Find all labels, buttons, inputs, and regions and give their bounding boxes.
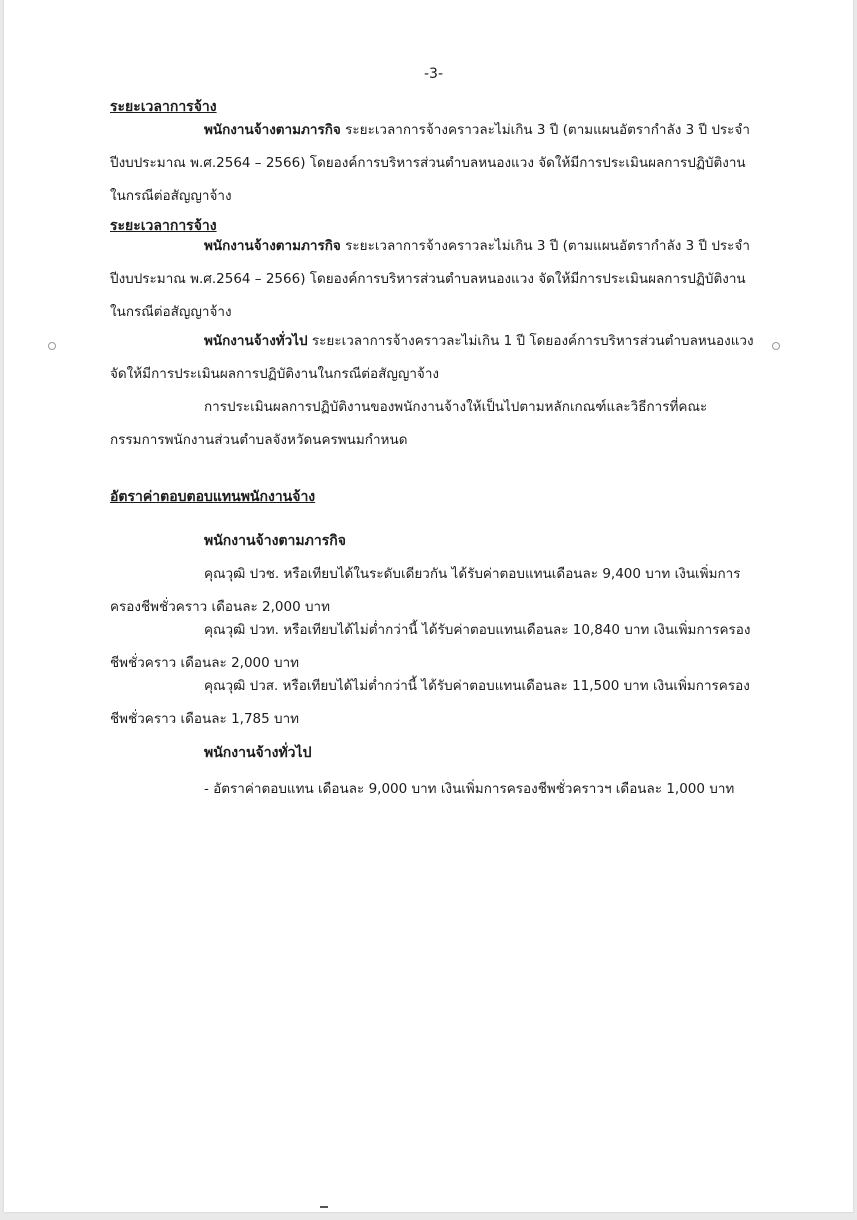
scan-speck-right [772, 342, 780, 350]
compensation-item: คุณวุฒิ ปวท. หรือเทียบได้ไม่ต่ำกว่านี้ ได้รับค่าตอบแทนเดือนละ 10,840 บาท เงินเพิ่มการครองชีพชั่วคราว เดือนละ 2,000 บาท [110, 622, 751, 671]
section-heading-compensation-rates: อัตราค่าตอบตอบแทนพนักงานจ้าง [110, 489, 316, 505]
mission-employment-period-paragraph-2 [110, 230, 758, 329]
paragraph-text: ระยะเวลาการจ้างคราวละไม่เกิน 3 ปี (ตามแผนอัตรากำลัง 3 ปี ประจำปีงบประมาณ พ.ศ.2564 – 2566) โดยองค์การบริหารส่วนตำบลหนองแวง จัดให้มีการประเมินผลการปฏิบัติงานในกรณีต่อสัญญาจ้าง [110, 122, 750, 204]
general-employment-period-paragraph [110, 325, 758, 391]
scan-speck-left [48, 342, 56, 350]
compensation-item: คุณวุฒิ ปวส. หรือเทียบได้ไม่ต่ำกว่านี้ ได้รับค่าตอบแทนเดือนละ 11,500 บาท เงินเพิ่มการครองชีพชั่วคราว เดือนละ 1,785 บาท [110, 678, 750, 727]
mission-employee-label: พนักงานจ้างตามภารกิจ [204, 122, 341, 138]
document-page [4, 0, 853, 1212]
general-compensation-item: - อัตราค่าตอบแทน เดือนละ 9,000 บาท เงินเพิ่มการครองชีพชั่วคราวฯ เดือนละ 1,000 บาท [204, 781, 735, 797]
general-employee-subheading: พนักงานจ้างทั่วไป [204, 745, 312, 761]
page-number: -3- [424, 66, 444, 82]
scan-mark-bottom [320, 1206, 328, 1208]
section-heading-employment-period-1: ระยะเวลาการจ้าง [110, 99, 217, 115]
compensation-item: คุณวุฒิ ปวช. หรือเทียบได้ในระดับเดียวกัน ได้รับค่าตอบแทนเดือนละ 9,400 บาท เงินเพิ่มการครองชีพชั่วคราว เดือนละ 2,000 บาท [110, 566, 741, 615]
mission-employee-subheading: พนักงานจ้างตามภารกิจ [204, 533, 346, 549]
section-heading-employment-period-2: ระยะเวลาการจ้าง [110, 218, 217, 234]
general-employee-label: พนักงานจ้างทั่วไป [204, 333, 308, 349]
mission-employment-period-paragraph-1 [110, 114, 758, 213]
mission-employee-label: พนักงานจ้างตามภารกิจ [204, 238, 341, 254]
paragraph-text: ระยะเวลาการจ้างคราวละไม่เกิน 3 ปี (ตามแผนอัตรากำลัง 3 ปี ประจำปีงบประมาณ พ.ศ.2564 – 2566) โดยองค์การบริหารส่วนตำบลหนองแวง จัดให้มีการประเมินผลการปฏิบัติงานในกรณีต่อสัญญาจ้าง [110, 238, 750, 320]
paragraph-text: ระยะเวลาการจ้างคราวละไม่เกิน 1 ปี โดยองค์การบริหารส่วนตำบลหนองแวง จัดให้มีการประเมินผลการปฏิบัติงานในกรณีต่อสัญญาจ้าง [110, 333, 754, 382]
evaluation-paragraph: การประเมินผลการปฏิบัติงานของพนักงานจ้างให้เป็นไปตามหลักเกณฑ์และวิธีการที่คณะกรรมการพนักงานส่วนตำบลจังหวัดนครพนมกำหนด [110, 399, 708, 448]
